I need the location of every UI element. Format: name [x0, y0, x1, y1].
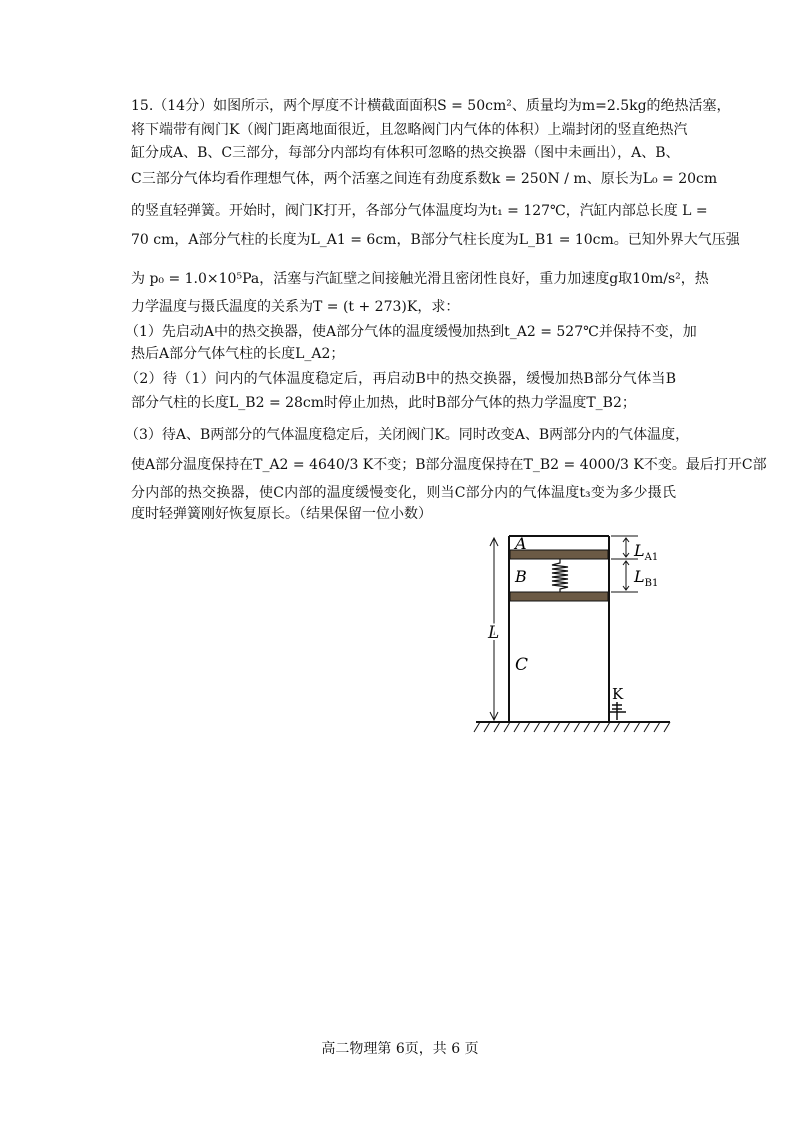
- problem-line-1: 15.（14分）如图所示，两个厚度不计横截面面积S = 50cm²、质量均为m=2.5kg的绝热活塞，: [131, 98, 731, 114]
- spring: [552, 559, 568, 592]
- problem-line-2: 将下端带有阀门K（阀门距离地面很近，且忽略阀门内气体的体积）上端封闭的竖直绝热汽: [131, 122, 688, 138]
- problem-line-12: 部分气柱的长度L_B2 = 28cm时停止加热，此时B部分气体的热力学温度T_B2；: [131, 395, 636, 411]
- problem-line-15: 分内部的热交换器，使C内部的温度缓慢变化，则当C部分内的气体温度t₃变为多少摄氏: [131, 485, 676, 501]
- problem-line-14: 使A部分温度保持在T_A2 = 4640/3 K不变；B部分温度保持在T_B2 = 4000/3 K不变。最后打开C部: [131, 457, 767, 473]
- problem-line-13: （3）待A、B两部分的气体温度稳定后，关闭阀门K。同时改变A、B两部分内的气体温度，: [125, 427, 690, 443]
- problem-line-8: 力学温度与摄氏温度的关系为T = (t + 273)K，求：: [131, 299, 460, 315]
- problem-line-10: 热后A部分气体气柱的长度L_A2；: [131, 346, 345, 362]
- section-b-label: B: [515, 567, 527, 586]
- problem-line-16: 度时轻弹簧刚好恢复原长。（结果保留一位小数）: [131, 506, 432, 522]
- page-footer: 高二物理第 6页，共 6 页: [321, 1041, 479, 1057]
- problem-line-7: 为 p₀ = 1.0×10⁵Pa，活塞与汽缸壁之间接触光滑且密闭性良好，重力加速度g取10m/s²，热: [131, 271, 709, 287]
- problem-line-4: C三部分气体均看作理想气体，两个活塞之间连有劲度系数k = 250N / m、原长为L₀ = 20cm: [131, 171, 718, 187]
- length-la1-label: $L_{A1}$: [634, 541, 659, 563]
- length-l-label: L: [488, 623, 500, 643]
- cylinder-diagram: [470, 530, 690, 745]
- problem-line-11: （2）待（1）问内的气体温度稳定后，再启动B中的热交换器，缓慢加热B部分气体当B: [125, 371, 676, 387]
- problem-line-3: 缸分成A、B、C三部分，每部分内部均有体积可忽略的热交换器（图中未画出），A、B、: [131, 145, 680, 161]
- lower-piston: [510, 592, 608, 601]
- valve-k: [609, 702, 626, 720]
- valve-label: K: [612, 685, 624, 703]
- problem-line-6: 70 cm，A部分气柱的长度为L_A1 = 6cm，B部分气柱长度为L_B1 = 10cm。已知外界大气压强: [131, 232, 740, 248]
- ground-hatching: [474, 722, 670, 732]
- section-c-label: C: [515, 655, 529, 675]
- problem-line-9: （1）先启动A中的热交换器，使A部分气体的温度缓慢加热到t_A2 = 527℃并保持不变，加: [125, 324, 697, 340]
- problem-line-5: 的竖直轻弹簧。开始时，阀门K打开，各部分气体温度均为t₁ = 127℃，汽缸内部总长度 L =: [131, 203, 708, 219]
- length-lb1-label: $L_{B1}$: [634, 567, 659, 589]
- section-a-label: A: [515, 534, 527, 553]
